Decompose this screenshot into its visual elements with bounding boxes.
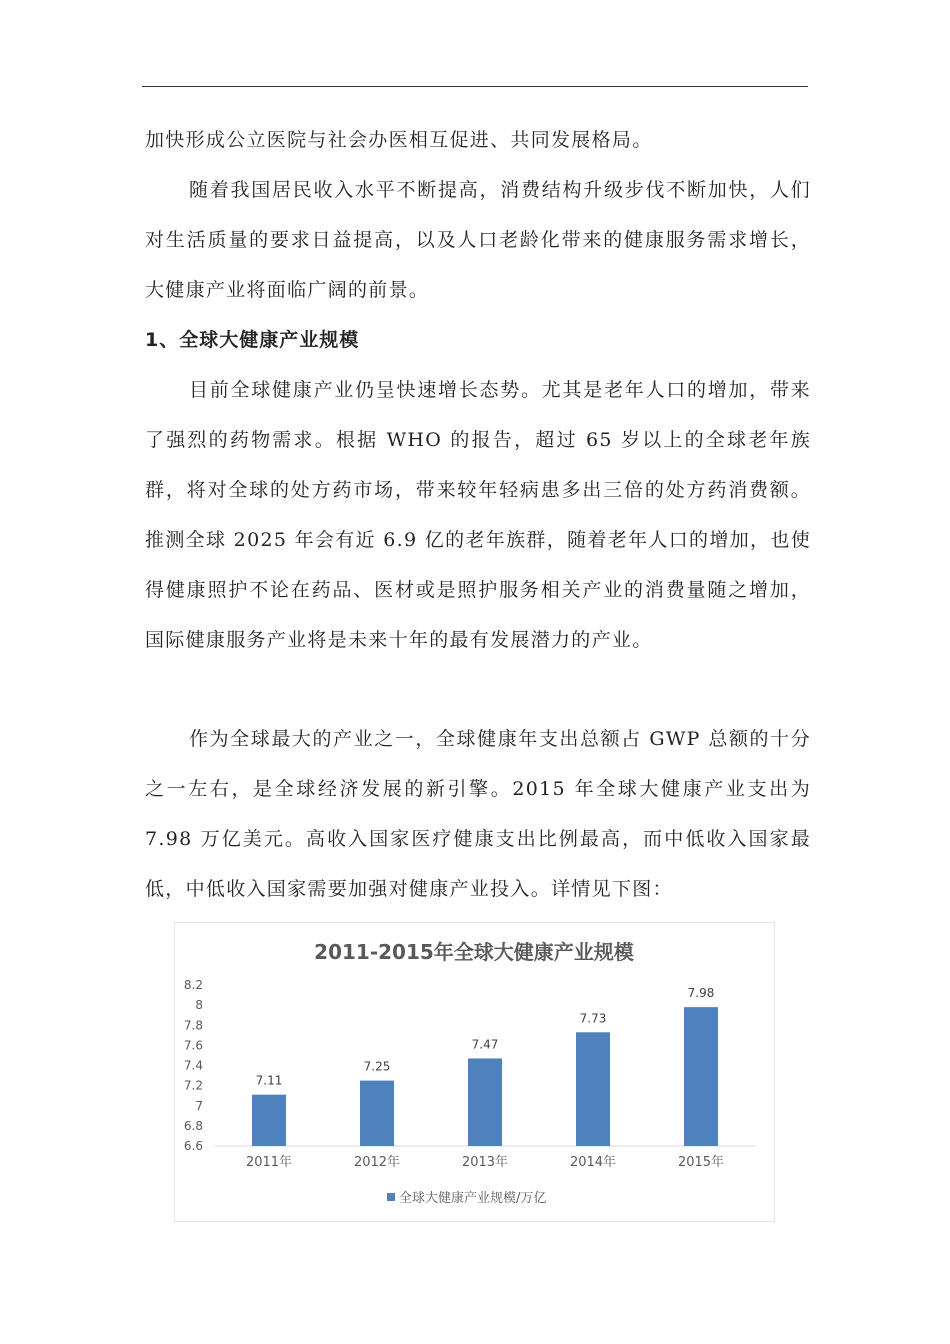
legend-swatch <box>387 1193 395 1201</box>
y-tick-label: 6.8 <box>183 1118 203 1133</box>
x-tick-label: 2014年 <box>569 1155 617 1170</box>
bar <box>252 1095 286 1146</box>
y-tick-label: 7.8 <box>183 1018 203 1033</box>
section-heading: 1、全球大健康产业规模 <box>145 329 360 351</box>
data-label: 7.47 <box>471 1037 499 1052</box>
bar <box>468 1058 502 1146</box>
data-label: 7.25 <box>363 1059 391 1074</box>
y-tick-label: 6.6 <box>183 1139 203 1153</box>
bar-chart <box>174 922 775 1222</box>
y-axis <box>184 978 203 1153</box>
bar <box>360 1081 394 1146</box>
paragraph-3: 目前全球健康产业仍呈快速增长态势。尤其是老年人口的增加，带来了强烈的药物需求。根据 WHO 的报告，超过 65 岁以上的全球老年族群，将对全球的处方药市场，带来较年轻病患多出三倍的处方药消费额。推测全球 2025 年会有近 6.9 亿的老年族群，随着老年人口的增加，也使得健康照护不论在药品、医材或是照护服务相关产业的消费量随之增加，国际健康服务产业将是未来十年的最有发展潜力的产业。 <box>145 379 811 651</box>
y-tick-label: 7.6 <box>183 1038 203 1053</box>
x-tick-label: 2015年 <box>677 1155 725 1170</box>
y-tick-label: 8 <box>195 998 203 1013</box>
data-label: 7.98 <box>687 986 715 1001</box>
legend <box>387 1190 546 1206</box>
paragraph-4: 作为全球最大的产业之一，全球健康年支出总额占 GWP 总额的十分之一左右，是全球经济发展的新引擎。2015 年全球大健康产业支出为 7.98 万亿美元。高收入国家医疗健康支出比例最高，而中低收入国家最低，中低收入国家需要加强对健康产业投入。详情见下图： <box>145 728 811 900</box>
y-tick-label: 7.4 <box>183 1058 203 1073</box>
legend-label: 全球大健康产业规模/万亿 <box>399 1191 547 1206</box>
chart-svg <box>175 923 774 1221</box>
y-tick-label: 7 <box>195 1098 203 1113</box>
x-axis <box>246 1154 724 1170</box>
header-rule <box>142 86 808 87</box>
x-tick-label: 2012年 <box>353 1155 401 1170</box>
paragraph-1: 加快形成公立医院与社会办医相互促进、共同发展格局。 <box>145 129 653 151</box>
bar <box>576 1032 610 1146</box>
y-tick-label: 8.2 <box>183 978 203 992</box>
x-tick-label: 2013年 <box>461 1155 509 1170</box>
bars-group <box>252 986 718 1146</box>
x-tick-label: 2011年 <box>245 1155 293 1170</box>
y-tick-label: 7.2 <box>183 1078 203 1093</box>
data-label: 7.73 <box>579 1011 607 1026</box>
bar <box>684 1007 718 1146</box>
paragraph-2: 随着我国居民收入水平不断提高，消费结构升级步伐不断加快，人们对生活质量的要求日益提高，以及人口老龄化带来的健康服务需求增长，大健康产业将面临广阔的前景。 <box>145 179 811 301</box>
data-label: 7.11 <box>255 1073 283 1088</box>
chart-title: 2011-2015年全球大健康产业规模 <box>314 940 634 964</box>
